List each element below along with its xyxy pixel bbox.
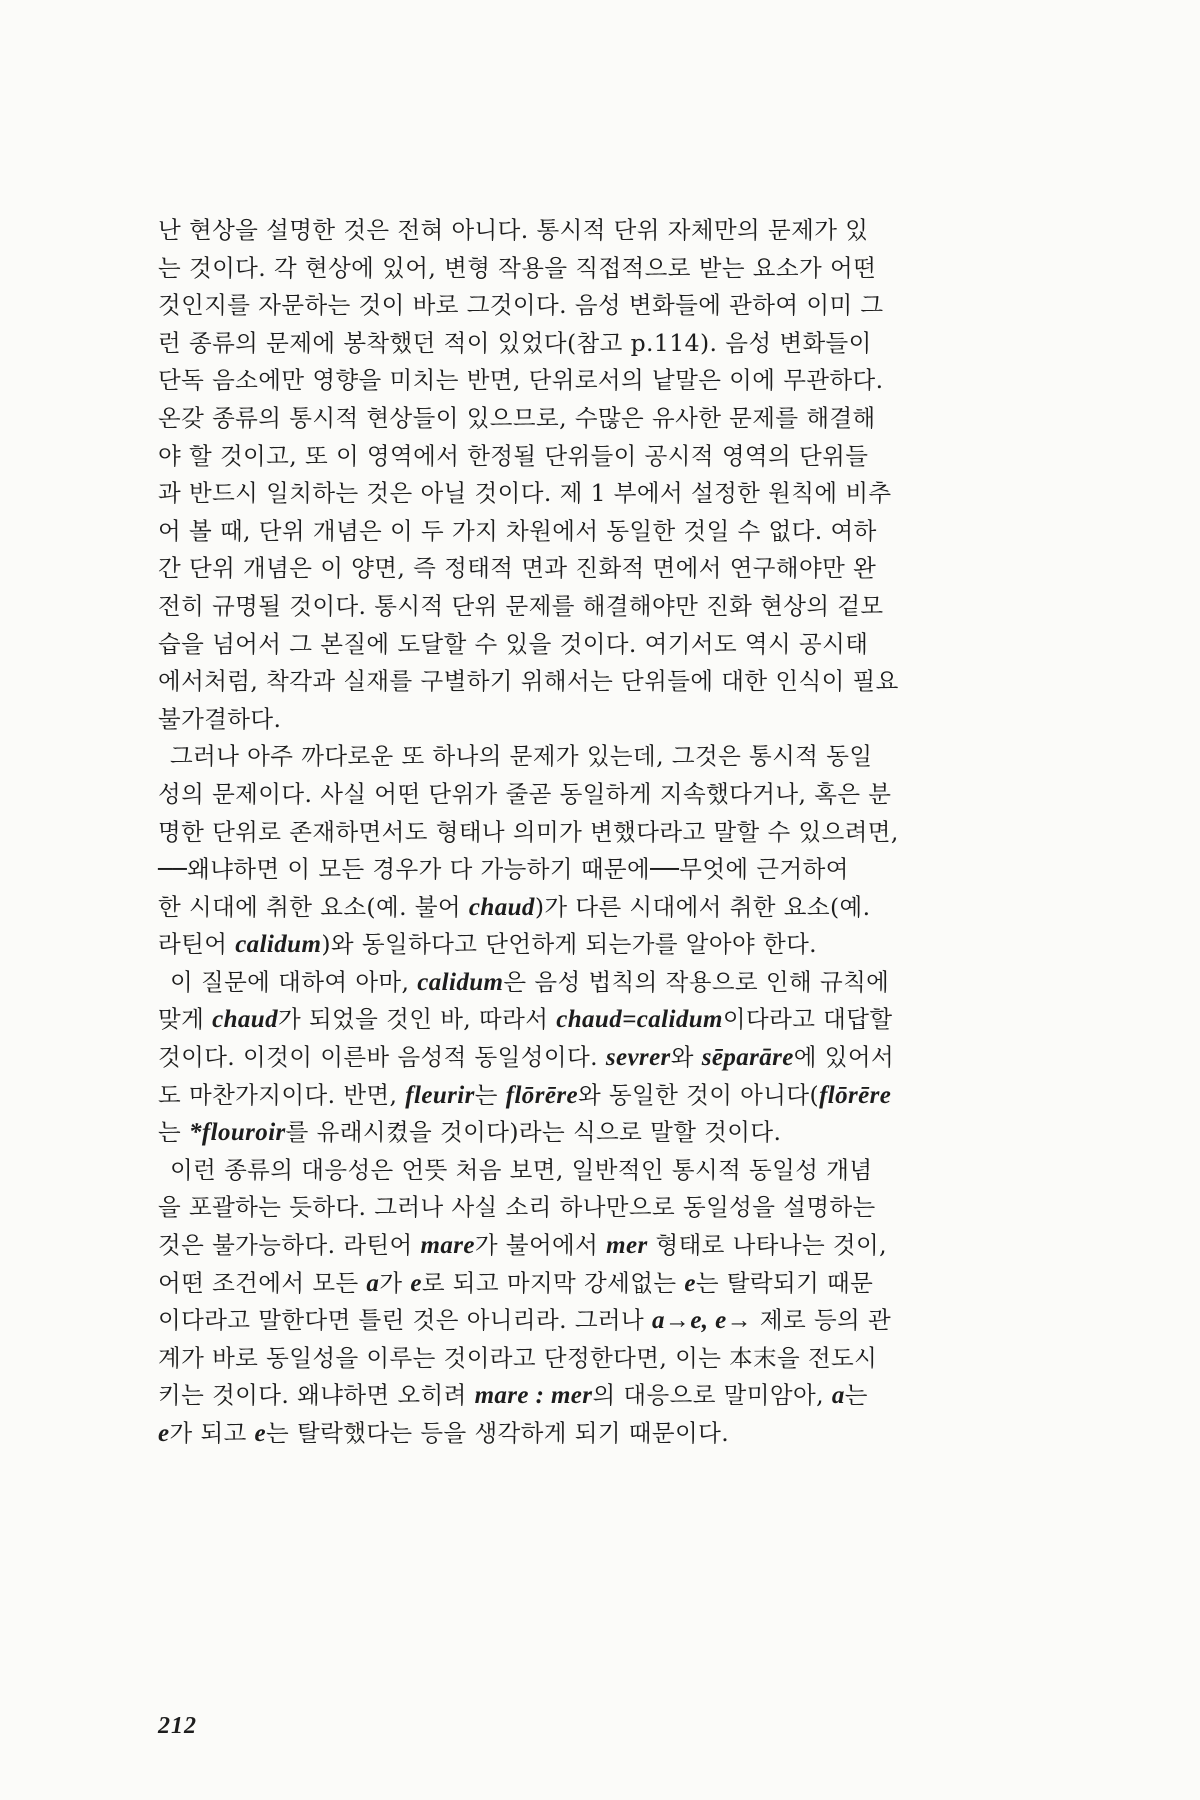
text-line: 이 질문에 대하여 아마, calidum은 음성 법칙의 작용으로 인해 규칙에 xyxy=(170,967,890,996)
italic-term: mare : mer xyxy=(474,1382,593,1410)
text-line: 것이다. 이것이 이른바 음성적 동일성이다. sevrer와 sēparāre에 있어서 xyxy=(158,1043,895,1072)
italic-term: sevrer xyxy=(605,1044,671,1072)
text-line: 에서처럼, 착각과 실재를 구별하기 위해서는 단위들에 대한 인식이 필요 xyxy=(158,667,899,696)
page-body xyxy=(158,212,1058,1453)
text-line: 맞게 chaud가 되었을 것인 바, 따라서 chaud=calidum이다라고 대답할 xyxy=(158,1005,893,1034)
text-line: 는 것이다. 각 현상에 있어, 변형 작용을 직접적으로 받는 요소가 어떤 xyxy=(158,253,877,282)
text-line: ──왜냐하면 이 모든 경우가 다 가능하기 때문에──무엇에 근거하여 xyxy=(158,855,849,884)
text-line: 계가 바로 동일성을 이루는 것이라고 단정한다면, 이는 本末을 전도시 xyxy=(158,1343,878,1372)
text-line: 성의 문제이다. 사실 어떤 단위가 줄곧 동일하게 지속했다거나, 혹은 분 xyxy=(158,779,892,808)
text-line: 런 종류의 문제에 봉착했던 적이 있었다(참고 p.114). 음성 변화들이 xyxy=(158,328,872,357)
text-line: 이다라고 말한다면 틀린 것은 아니리라. 그러나 a→e, e→ 제로 등의 관 xyxy=(158,1306,892,1335)
text-line: 난 현상을 설명한 것은 전혀 아니다. 통시적 단위 자체만의 문제가 있 xyxy=(158,216,869,244)
text-line: 단독 음소에만 영향을 미치는 반면, 단위로서의 낱말은 이에 무관하다. xyxy=(158,366,884,395)
text-line: 는 *flouroir를 유래시켰을 것이다)라는 식으로 말할 것이다. xyxy=(158,1118,782,1147)
text-line: 어떤 조건에서 모든 a가 e로 되고 마지막 강세없는 e는 탈락되기 때문 xyxy=(158,1268,874,1297)
italic-term: chaud xyxy=(212,1006,278,1034)
paragraph xyxy=(158,212,1058,738)
text-line: 과 반드시 일치하는 것은 아닐 것이다. 제 1 부에서 설정한 원칙에 비추 xyxy=(158,479,892,508)
text-line: e가 되고 e는 탈락했다는 등을 생각하게 되기 때문이다. xyxy=(158,1419,730,1447)
italic-term: sēparāre xyxy=(701,1044,794,1072)
paragraph xyxy=(158,738,1058,964)
italic-term: calidum xyxy=(235,931,322,959)
italic-term: chaud xyxy=(468,893,535,921)
text-line: 을 포괄하는 듯하다. 그러나 사실 소리 하나만으로 동일성을 설명하는 xyxy=(158,1193,876,1222)
italic-term: mer xyxy=(606,1232,648,1260)
paragraph xyxy=(158,1152,1058,1453)
italic-term: *flouroir xyxy=(188,1119,286,1147)
page-number: 212 xyxy=(158,1713,197,1739)
italic-term: e xyxy=(158,1420,170,1447)
text-line: 이런 종류의 대응성은 언뜻 처음 보면, 일반적인 통시적 동일성 개념 xyxy=(170,1155,873,1184)
italic-term: a xyxy=(831,1382,845,1410)
text-line: 라틴어 calidum)와 동일하다고 단언하게 되는가를 알아야 한다. xyxy=(158,930,818,959)
italic-term: flōrēre xyxy=(505,1081,578,1109)
italic-term: calidum xyxy=(417,968,504,996)
text-line: 그러나 아주 까다로운 또 하나의 문제가 있는데, 그것은 통시적 동일 xyxy=(170,742,873,771)
text-line: 야 할 것이고, 또 이 영역에서 한정될 단위들이 공시적 영역의 단위들 xyxy=(158,441,869,470)
italic-term: a xyxy=(366,1269,380,1297)
text-line: 것인지를 자문하는 것이 바로 그것이다. 음성 변화들에 관하여 이미 그 xyxy=(158,291,884,320)
text-line: 어 볼 때, 단위 개념은 이 두 가지 차원에서 동일한 것일 수 없다. 여하 xyxy=(158,516,877,545)
italic-term: e xyxy=(410,1269,422,1297)
paragraph xyxy=(158,964,1058,1152)
text-line: 명한 단위로 존재하면서도 형태나 의미가 변했다라고 말할 수 있으려면, xyxy=(158,817,899,846)
italic-term: e xyxy=(684,1269,696,1297)
italic-term: flōrēre xyxy=(819,1081,892,1109)
italic-term: e xyxy=(254,1420,267,1447)
text-line: 습을 넘어서 그 본질에 도달할 수 있을 것이다. 여기서도 역시 공시태 xyxy=(158,629,869,658)
text-line: 도 마찬가지이다. 반면, fleurir는 flōrēre와 동일한 것이 아니다(flōrēre xyxy=(158,1080,892,1109)
text-line: 것은 불가능하다. 라틴어 mare가 불어에서 mer 형태로 나타나는 것이, xyxy=(158,1231,887,1260)
text-line: 키는 것이다. 왜냐하면 오히려 mare : mer의 대응으로 말미암아, a는 xyxy=(158,1381,868,1410)
italic-term: a→e, e→ xyxy=(652,1307,753,1335)
text-line: 불가결하다. xyxy=(158,704,282,733)
text-line: 온갖 종류의 통시적 현상들이 있으므로, 수많은 유사한 문제를 해결해 xyxy=(158,403,876,432)
text-line: 한 시대에 취한 요소(예. 불어 chaud)가 다른 시대에서 취한 요소(예. xyxy=(158,892,871,921)
italic-term: chaud=calidum xyxy=(556,1006,723,1034)
italic-term: fleurir xyxy=(405,1081,475,1109)
text-line: 간 단위 개념은 이 양면, 즉 정태적 면과 진화적 면에서 연구해야만 완 xyxy=(158,554,877,583)
italic-term: mare xyxy=(420,1232,475,1260)
text-line: 전히 규명될 것이다. 통시적 단위 문제를 해결해야만 진화 현상의 겉모 xyxy=(158,591,884,620)
